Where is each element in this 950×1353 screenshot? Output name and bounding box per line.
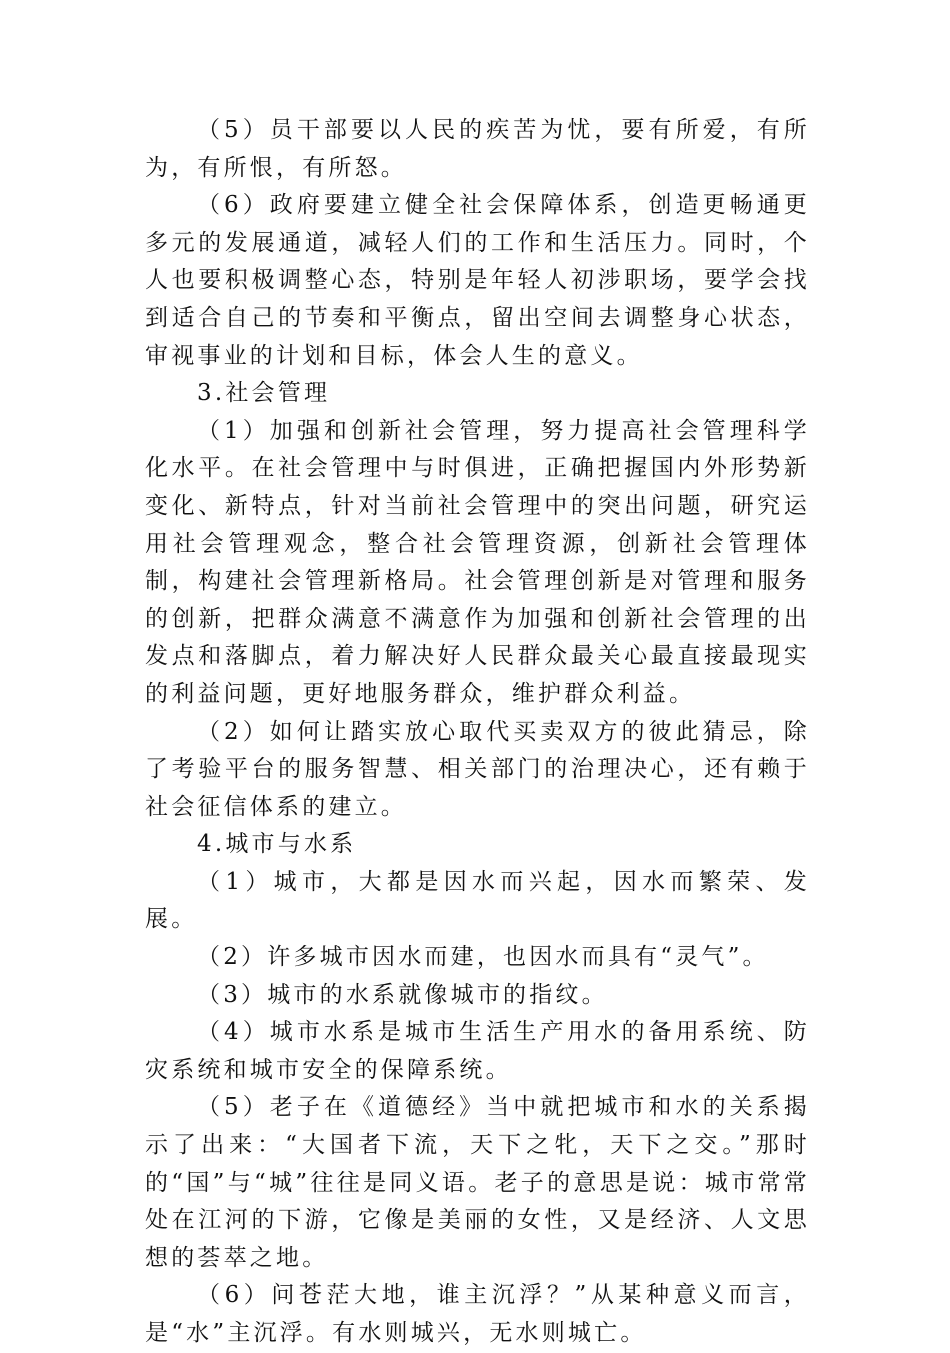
para-city-spirit: （2）许多城市因水而建，也因水而具有“灵气”。 [197,944,769,971]
para-social-security: （6）政府要建立健全社会保障体系，创造更畅通更多元的发展通道，减轻人们的工作和生活压力。同时，个人也要积极调整心态，特别是年轻人初涉职场，要学会找到适合自己的节奏和平衡点，留出空间去调整身心状态，审视事业的计划和目标，体会人生的意义。 [145,192,810,369]
para-backup-system: （4）城市水系是城市生活生产用水的备用系统、防灾系统和城市安全的保障系统。 [145,1019,810,1083]
para-credit-system: （2）如何让踏实放心取代买卖双方的彼此猜忌，除了考验平台的服务智慧、相关部门的治理决心，还有赖于社会征信体系的建立。 [145,718,810,820]
section-heading-city-water: 4.城市与水系 [197,831,357,858]
para-innovate-management: （1）加强和创新社会管理，努力提高社会管理科学化水平。在社会管理中与时俱进，正确把握国内外形势新变化、新特点，针对当前社会管理中的突出问题，研究运用社会管理观念，整合社会管理资源，创新社会管理体制，构建社会管理新格局。社会管理创新是对管理和服务的创新，把群众满意不满意作为加强和创新社会管理的出发点和落脚点，着力解决好人民群众最关心最直接最现实的利益问题，更好地服务群众，维护群众利益。 [145,417,810,707]
para-laozi: （5）老子在《道德经》当中就把城市和水的关系揭示了出来：“大国者下流，天下之牝，天下之交。”那时的“国”与“城”往往是同义语。老子的意思是说：城市常常处在江河的下游，它像是美丽的女性，又是经济、人文思想的荟萃之地。 [145,1094,810,1271]
para-city-rise: （1）城市，大都是因水而兴起，因水而繁荣、发展。 [145,868,810,933]
section-heading-social-management: 3.社会管理 [197,380,331,407]
para-water-rules: （6）问苍茫大地，谁主沉浮？”从某种意义而言，是“水”主沉浮。有水则城兴，无水则城亡。 [145,1282,810,1346]
para-fingerprint: （3）城市的水系就像城市的指纹。 [197,981,608,1008]
document-page [145,112,810,1353]
para-cadres-people: （5）员干部要以人民的疾苦为忧，要有所爱，有所为，有所恨，有所怒。 [145,117,810,181]
